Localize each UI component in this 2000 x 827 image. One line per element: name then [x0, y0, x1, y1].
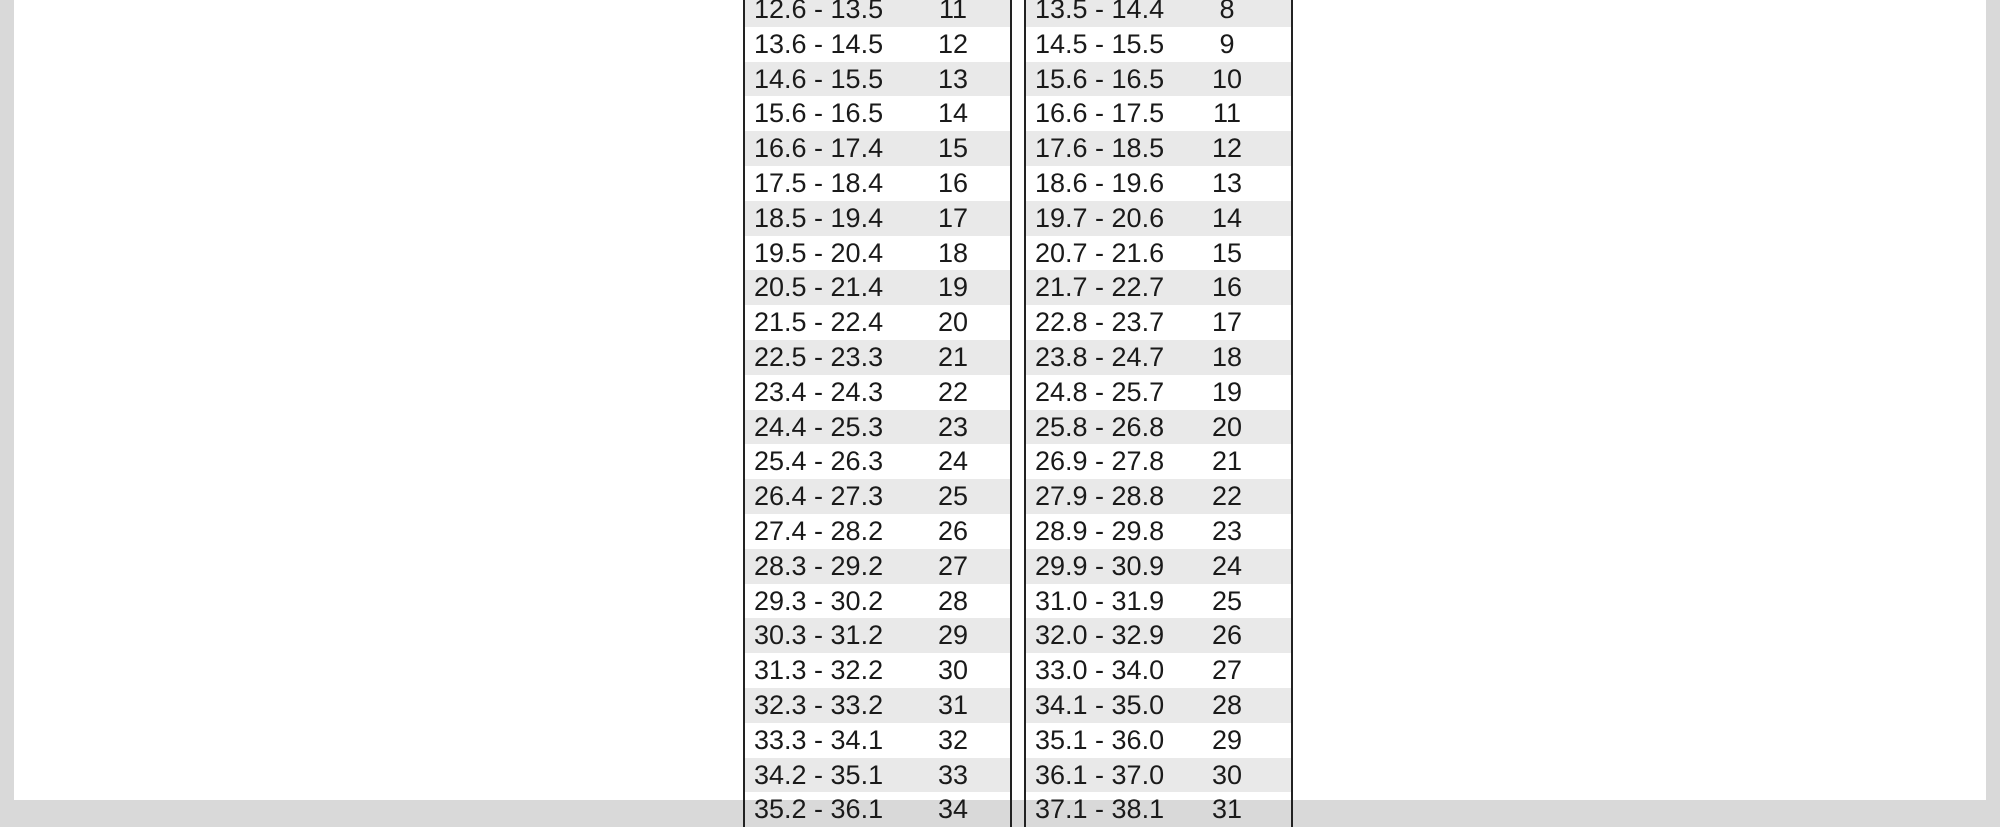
range-cell: 18.6 - 19.6: [1035, 167, 1165, 198]
table-row: [745, 375, 1010, 410]
value-cell: 12: [1211, 133, 1243, 164]
table-row: [745, 688, 1010, 723]
range-cell: 23.8 - 24.7: [1035, 341, 1165, 372]
range-cell: 32.0 - 32.9: [1035, 620, 1165, 651]
value-cell: 28: [937, 585, 969, 616]
value-cell: 22: [937, 376, 969, 407]
value-cell: 11: [1212, 98, 1242, 129]
value-cell: 34: [937, 794, 969, 825]
range-cell: 14.5 - 15.5: [1035, 28, 1165, 59]
range-cell: 21.5 - 22.4: [754, 307, 884, 338]
document-page: [14, 0, 1986, 825]
value-cell: 14: [1211, 202, 1243, 233]
table-row: [745, 131, 1010, 166]
range-cell: 27.4 - 28.2: [754, 515, 884, 546]
table-row: [1026, 340, 1291, 375]
table-row: [1026, 444, 1291, 479]
value-cell: 13: [937, 63, 969, 94]
range-cell: 30.3 - 31.2: [754, 620, 884, 651]
range-cell: 14.6 - 15.5: [754, 63, 884, 94]
value-cell: 20: [1211, 411, 1243, 442]
table-row: [745, 549, 1010, 584]
table-row: [1026, 479, 1291, 514]
table-row: [745, 479, 1010, 514]
table-row: [1026, 62, 1291, 97]
table-row: [1026, 0, 1291, 27]
table-row: [745, 166, 1010, 201]
range-cell: 23.4 - 24.3: [754, 376, 884, 407]
table-row: [745, 444, 1010, 479]
value-cell: 15: [1211, 237, 1243, 268]
range-cell: 27.9 - 28.8: [1035, 481, 1165, 512]
value-cell: 29: [937, 620, 969, 651]
range-cell: 22.8 - 23.7: [1035, 307, 1165, 338]
value-cell: 15: [937, 133, 969, 164]
value-cell: 24: [1211, 550, 1243, 581]
table-row: [1026, 166, 1291, 201]
table-row: [745, 305, 1010, 340]
table-row: [745, 410, 1010, 445]
table-row: [1026, 236, 1291, 271]
range-cell: 20.5 - 21.4: [754, 272, 884, 303]
table-row: [1026, 653, 1291, 688]
value-cell: 26: [937, 515, 969, 546]
range-cell: 20.7 - 21.6: [1035, 237, 1165, 268]
value-cell: 20: [937, 307, 969, 338]
range-cell: 37.1 - 38.1: [1035, 794, 1165, 825]
range-cell: 33.3 - 34.1: [754, 724, 884, 755]
range-cell: 16.6 - 17.5: [1035, 98, 1165, 129]
table-row: [1026, 723, 1291, 758]
value-cell: 33: [937, 759, 969, 790]
value-cell: 17: [1211, 307, 1243, 338]
value-cell: 25: [1211, 585, 1243, 616]
value-cell: 25: [937, 481, 969, 512]
range-cell: 17.6 - 18.5: [1035, 133, 1165, 164]
range-cell: 26.9 - 27.8: [1035, 446, 1165, 477]
table-row: [1026, 514, 1291, 549]
value-cell: 23: [937, 411, 969, 442]
value-cell: 23: [1211, 515, 1243, 546]
range-cell: 24.8 - 25.7: [1035, 376, 1165, 407]
table-row: [745, 96, 1010, 131]
value-cell: 19: [937, 272, 969, 303]
table-row: [1026, 305, 1291, 340]
table-row: [1026, 270, 1291, 305]
range-cell: 32.3 - 33.2: [754, 689, 884, 720]
table-row: [745, 0, 1010, 27]
table-row: [745, 723, 1010, 758]
value-cell: 8: [1219, 0, 1235, 24]
table-row: [745, 201, 1010, 236]
value-cell: 17: [937, 202, 969, 233]
value-cell: 30: [1211, 759, 1243, 790]
range-cell: 24.4 - 25.3: [754, 411, 884, 442]
range-cell: 22.5 - 23.3: [754, 341, 884, 372]
table-row: [745, 340, 1010, 375]
table-row: [1026, 792, 1291, 827]
table-row: [745, 270, 1010, 305]
range-cell: 28.3 - 29.2: [754, 550, 884, 581]
table-row: [745, 618, 1010, 653]
table-row: [1026, 410, 1291, 445]
value-cell: 32: [937, 724, 969, 755]
range-cell: 15.6 - 16.5: [754, 98, 884, 129]
range-cell: 33.0 - 34.0: [1035, 655, 1165, 686]
value-cell: 16: [1211, 272, 1243, 303]
range-cell: 25.8 - 26.8: [1035, 411, 1165, 442]
range-cell: 31.0 - 31.9: [1035, 585, 1165, 616]
range-cell: 36.1 - 37.0: [1035, 759, 1165, 790]
range-cell: 35.2 - 36.1: [754, 794, 884, 825]
table-row: [1026, 201, 1291, 236]
value-cell: 18: [937, 237, 969, 268]
range-cell: 19.5 - 20.4: [754, 237, 884, 268]
table-row: [745, 792, 1010, 827]
range-cell: 13.5 - 14.4: [1035, 0, 1165, 24]
range-cell: 25.4 - 26.3: [754, 446, 884, 477]
table-row: [745, 584, 1010, 619]
value-cell: 14: [937, 98, 969, 129]
table-row: [1026, 688, 1291, 723]
table-row: [1026, 96, 1291, 131]
range-cell: 19.7 - 20.6: [1035, 202, 1165, 233]
value-cell: 22: [1211, 481, 1243, 512]
range-cell: 29.3 - 30.2: [754, 585, 884, 616]
table-row: [745, 62, 1010, 97]
table-row: [745, 236, 1010, 271]
value-cell: 11: [938, 0, 968, 24]
value-cell: 29: [1211, 724, 1243, 755]
table-row: [1026, 584, 1291, 619]
range-cell: 21.7 - 22.7: [1035, 272, 1165, 303]
range-cell: 31.3 - 32.2: [754, 655, 884, 686]
value-cell: 26: [1211, 620, 1243, 651]
value-cell: 31: [1211, 794, 1243, 825]
range-cell: 15.6 - 16.5: [1035, 63, 1165, 94]
range-cell: 18.5 - 19.4: [754, 202, 884, 233]
range-cell: 17.5 - 18.4: [754, 167, 884, 198]
range-cell: 26.4 - 27.3: [754, 481, 884, 512]
table-row: [745, 514, 1010, 549]
table-row: [1026, 375, 1291, 410]
value-cell: 18: [1211, 341, 1243, 372]
value-cell: 21: [937, 341, 969, 372]
range-cell: 35.1 - 36.0: [1035, 724, 1165, 755]
range-cell: 16.6 - 17.4: [754, 133, 884, 164]
table-row: [745, 653, 1010, 688]
value-cell: 30: [937, 655, 969, 686]
value-cell: 24: [937, 446, 969, 477]
table-row: [1026, 758, 1291, 793]
value-cell: 28: [1211, 689, 1243, 720]
table-row: [1026, 549, 1291, 584]
range-cell: 13.6 - 14.5: [754, 28, 884, 59]
table-row: [1026, 618, 1291, 653]
range-cell: 12.6 - 13.5: [754, 0, 884, 24]
value-cell: 16: [937, 167, 969, 198]
value-cell: 19: [1211, 376, 1243, 407]
value-cell: 9: [1219, 28, 1235, 59]
conversion-table-right: [1024, 0, 1293, 827]
table-row: [1026, 131, 1291, 166]
value-cell: 10: [1211, 63, 1243, 94]
range-cell: 29.9 - 30.9: [1035, 550, 1165, 581]
range-cell: 28.9 - 29.8: [1035, 515, 1165, 546]
table-row: [745, 758, 1010, 793]
value-cell: 27: [1211, 655, 1243, 686]
table-row: [1026, 27, 1291, 62]
value-cell: 21: [1211, 446, 1243, 477]
value-cell: 12: [937, 28, 969, 59]
range-cell: 34.1 - 35.0: [1035, 689, 1165, 720]
value-cell: 27: [937, 550, 969, 581]
value-cell: 13: [1211, 167, 1243, 198]
conversion-table-left: [743, 0, 1012, 827]
table-row: [745, 27, 1010, 62]
value-cell: 31: [937, 689, 969, 720]
range-cell: 34.2 - 35.1: [754, 759, 884, 790]
